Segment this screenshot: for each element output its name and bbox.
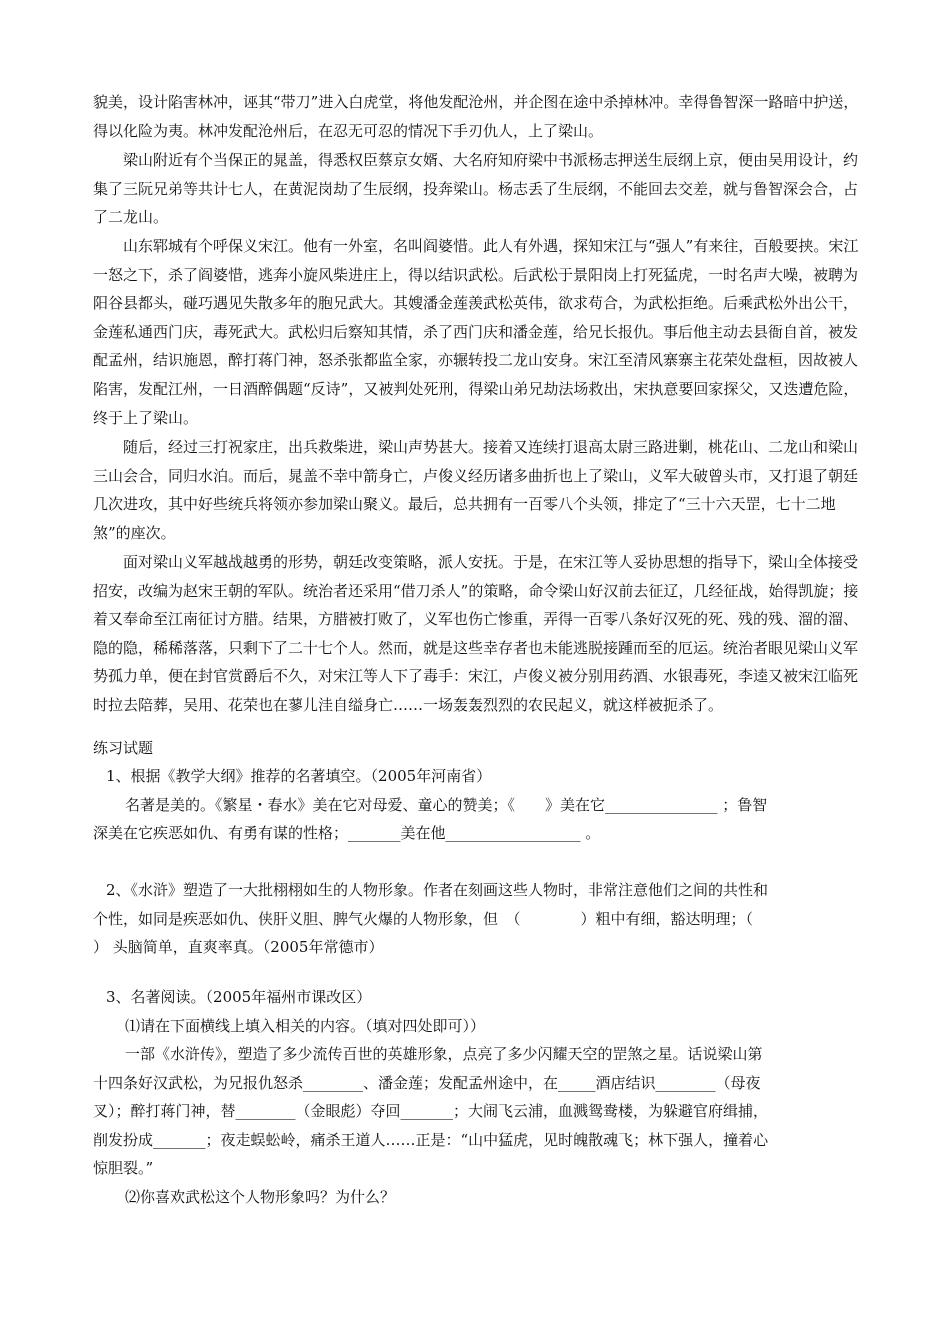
question-1-line-1: 名著是美的。《繁星・春水》美在它对母爱、童心的赞美；《 》美在它_______________ ；鲁智 (125, 796, 768, 814)
story-paragraph-5: 面对梁山义军越战越勇的形势，朝廷改变策略，派人安抚。于是，在宋江等人妥协思想的指导下，梁山全体接受招安，改编为赵宋王朝的军队。统治者还采用“借刀杀人”的策略，命令梁山好汉前去征辽，几经征战，始得凯旋；接着又奉命至江南征讨方腊。结果，方腊被打败了，义军也伤亡惨重，弄得一百零八条好汉死的死、残的残、溜的溜、隐的隐，稀稀落落，只剩下了二十七个人。然而，就是这些幸存者也未能逃脱接踵而至的厄运。统治者眼见梁山义军势孤力单，便在封官赏爵后不久，对宋江等人下了毒手：宋江，卢俊义被分别用药酒、水银毒死，李逵又被宋江临死时拉去陪葬，吴用、花荣也在蓼儿洼自缢身亡……一场轰轰烈烈的农民起义，就这样被扼杀了。 (93, 553, 859, 714)
story-paragraph-1: 貌美，设计陷害林冲，诬其“带刀”进入白虎堂，将他发配沧州，并企图在途中杀掉林冲。幸得鲁智深一路暗中护送，得以化险为夷。林冲发配沧州后，在忍无可忍的情况下手刃仇人，上了梁山。 (93, 93, 859, 140)
question-3-line-4: 削发扮成_______；夜走蜈蚣岭，痛杀王道人……正是：“山中猛虎，见时魄散魂飞；林下强人，撞着心 (93, 1131, 769, 1149)
question-3-line-3: 叉）；醉打蒋门神，替________（金眼彪）夺回_______；大闹飞云浦，血溅鸳鸯楼，为躲避官府缉捕， (93, 1102, 769, 1120)
question-2-line-3: ） 头脑简单，直爽率真。（2005年常德市） (93, 938, 384, 956)
story-paragraph-2: 梁山附近有个当保正的晁盖，得悉权臣蔡京女婿、大名府知府梁中书派杨志押送生辰纲上京，便由吴用设计，约集了三阮兄弟等共计七人，在黄泥岗劫了生辰纲，投奔梁山。杨志丢了生辰纲，不能回去交差，就与鲁智深会合，占了二龙山。 (93, 151, 859, 227)
question-3-line-5: 惊胆裂。” (93, 1159, 154, 1177)
question-1-line-2: 深美在它疾恶如仇、有勇有谋的性格；_______美在他__________________ 。 (93, 824, 601, 842)
story-paragraph-3: 山东郓城有个呼保义宋江。他有一外室，名叫阎婆惜。此人有外遇，探知宋江与“强人”有来往，百般要挟。宋江一怒之下，杀了阎婆惜，逃奔小旋风柴进庄上，得以结识武松。后武松于景阳岗上打死猛虎，一时名声大噪，被聘为阳谷县都头，碰巧遇见失散多年的胞兄武大。其嫂潘金莲羡武松英伟，欲求苟合，为武松拒绝。后乘武松外出公干，金莲私通西门庆，毒死武大。武松归后察知其情，杀了西门庆和潘金莲，给兄长报仇。事后他主动去县衙自首，被发配孟州，结识施恩，醉打蒋门神，怒杀张都监全家，亦辗转投二龙山安身。宋江至清风寨寨主花荣处盘桓，因故被人陷害，发配江州，一日酒醉偶题“反诗”，又被判处死刑，得梁山弟兄劫法场救出，宋执意要回家探父，又迭遭危险，终于上了梁山。 (93, 237, 859, 427)
question-3-sub-1: ⑴请在下面横线上填入相关的内容。（填对四处即可）） (125, 1017, 486, 1035)
question-3-line-2: 十四条好汉武松，为兄报仇怒杀________、潘金莲；发配孟州途中，在_____酒店结识________（母夜 (93, 1074, 761, 1092)
question-3-line-1: 一部《水浒传》，塑造了多少流传百世的英雄形象，点亮了多少闪耀天空的罡煞之星。话说梁山第 (125, 1045, 763, 1063)
question-2-line-2: 个性，如同是疾恶如仇、侠肝义胆、脾气火爆的人物形象，但 （ ）粗中有细，豁达明理；（ (93, 910, 754, 928)
question-2-line-1: 2、《水浒》塑造了一大批栩栩如生的人物形象。作者在刻画这些人物时，非常注意他们之间的共性和 (106, 881, 769, 899)
question-3-title: 3、名著阅读。（2005年福州市课改区） (106, 988, 372, 1006)
question-1-title: 1、根据《教学大纲》推荐的名著填空。（2005年河南省） (106, 767, 492, 785)
story-paragraph-4: 随后，经过三打祝家庄，出兵救柴进，梁山声势甚大。接着又连续打退高太尉三路进剿，桃花山、二龙山和梁山三山会合，同归水泊。而后，晁盖不幸中箭身亡，卢俊义经历诸多曲折也上了梁山，义军大破曾头市，又打退了朝廷几次进攻，其中好些统兵将领亦参加梁山聚义。最后，总共拥有一百零八个头领，排定了“三十六天罡，七十二地煞”的座次。 (93, 438, 859, 542)
exercises-heading: 练习试题 (93, 739, 154, 757)
question-3-sub-2: ⑵你喜欢武松这个人物形象吗？为什么？ (125, 1188, 396, 1206)
